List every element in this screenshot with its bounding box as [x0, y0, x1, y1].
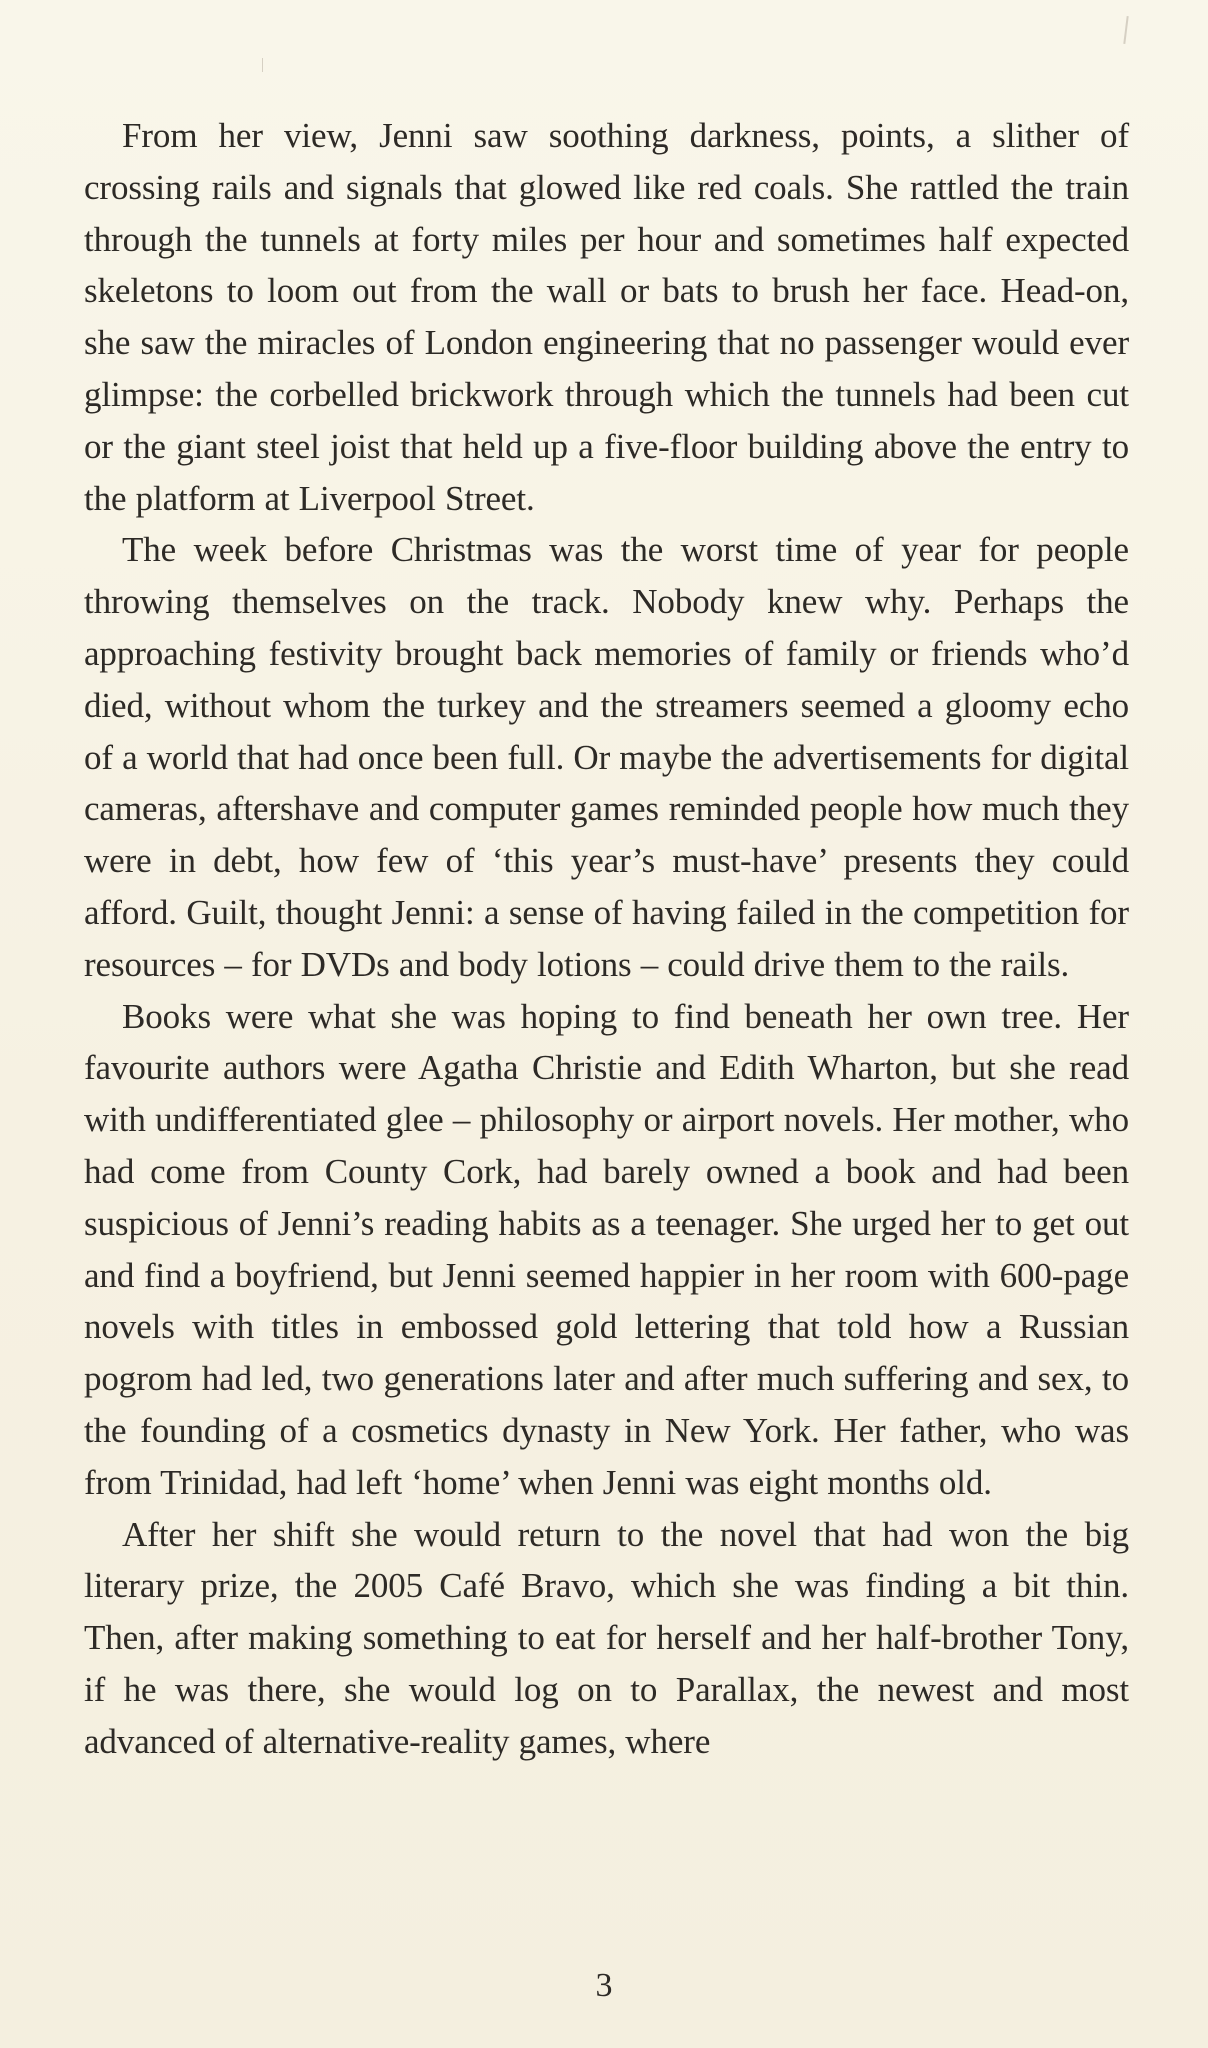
page-scan-mark: [262, 58, 263, 72]
paragraph-3: Books were what she was hoping to find beneath her own tree. Her favourite authors were Agatha Christie and Edith Wharton, but she read with undifferentiated glee – philosophy or airport novels. Her mother, who had come from County Cork, had barely owned a book and had been suspicious of Jenni’s reading habits as a teenager. She urged her to get out and find a boyfriend, but Jenni seemed happier in her room with 600-page novels with titles in embossed gold lettering that told how a Russian pogrom had led, two generations later and after much suffering and sex, to the founding of a cosmetics dynasty in New York. Her father, who was from Trinidad, had left ‘home’ when Jenni was eight months old.: [84, 996, 1129, 1502]
page-text: [84, 110, 1129, 1768]
paragraph-4: After her shift she would return to the novel that had won the big literary prize, the 2005 Café Bravo, which she was finding a bit thin. Then, after making something to eat for herself and her half-brother Tony, if he was there, she would log on to Parallax, the newest and most advanced of alternative-reality games, where: [84, 1514, 1129, 1761]
page-scan-mark: [1123, 16, 1128, 44]
page-number: 3: [595, 1967, 613, 2004]
paragraph-2: The week before Christmas was the worst time of year for people throwing themselves on the track. Nobody knew why. Perhaps the approaching festivity brought back memories of family or friends who’d died, without whom the turkey and the streamers seemed a gloomy echo of a world that had once been full. Or maybe the advertisements for digital cameras, aftershave and computer games reminded people how much they were in debt, how few of ‘this year’s must-have’ presents they could afford. Guilt, thought Jenni: a sense of having failed in the competition for resources – for DVDs and body lotions – could drive them to the rails.: [84, 530, 1129, 984]
paragraph-1: From her view, Jenni saw soothing darkness, points, a slither of crossing rails and signals that glowed like red coals. She rattled the train through the tunnels at forty miles per hour and sometimes half expected skeletons to loom out from the wall or bats to brush her face. Head-on, she saw the miracles of London engineering that no passenger would ever glimpse: the corbelled brickwork through which the tunnels had been cut or the giant steel joist that held up a five-floor building above the entry to the platform at Liverpool Street.: [84, 116, 1129, 518]
